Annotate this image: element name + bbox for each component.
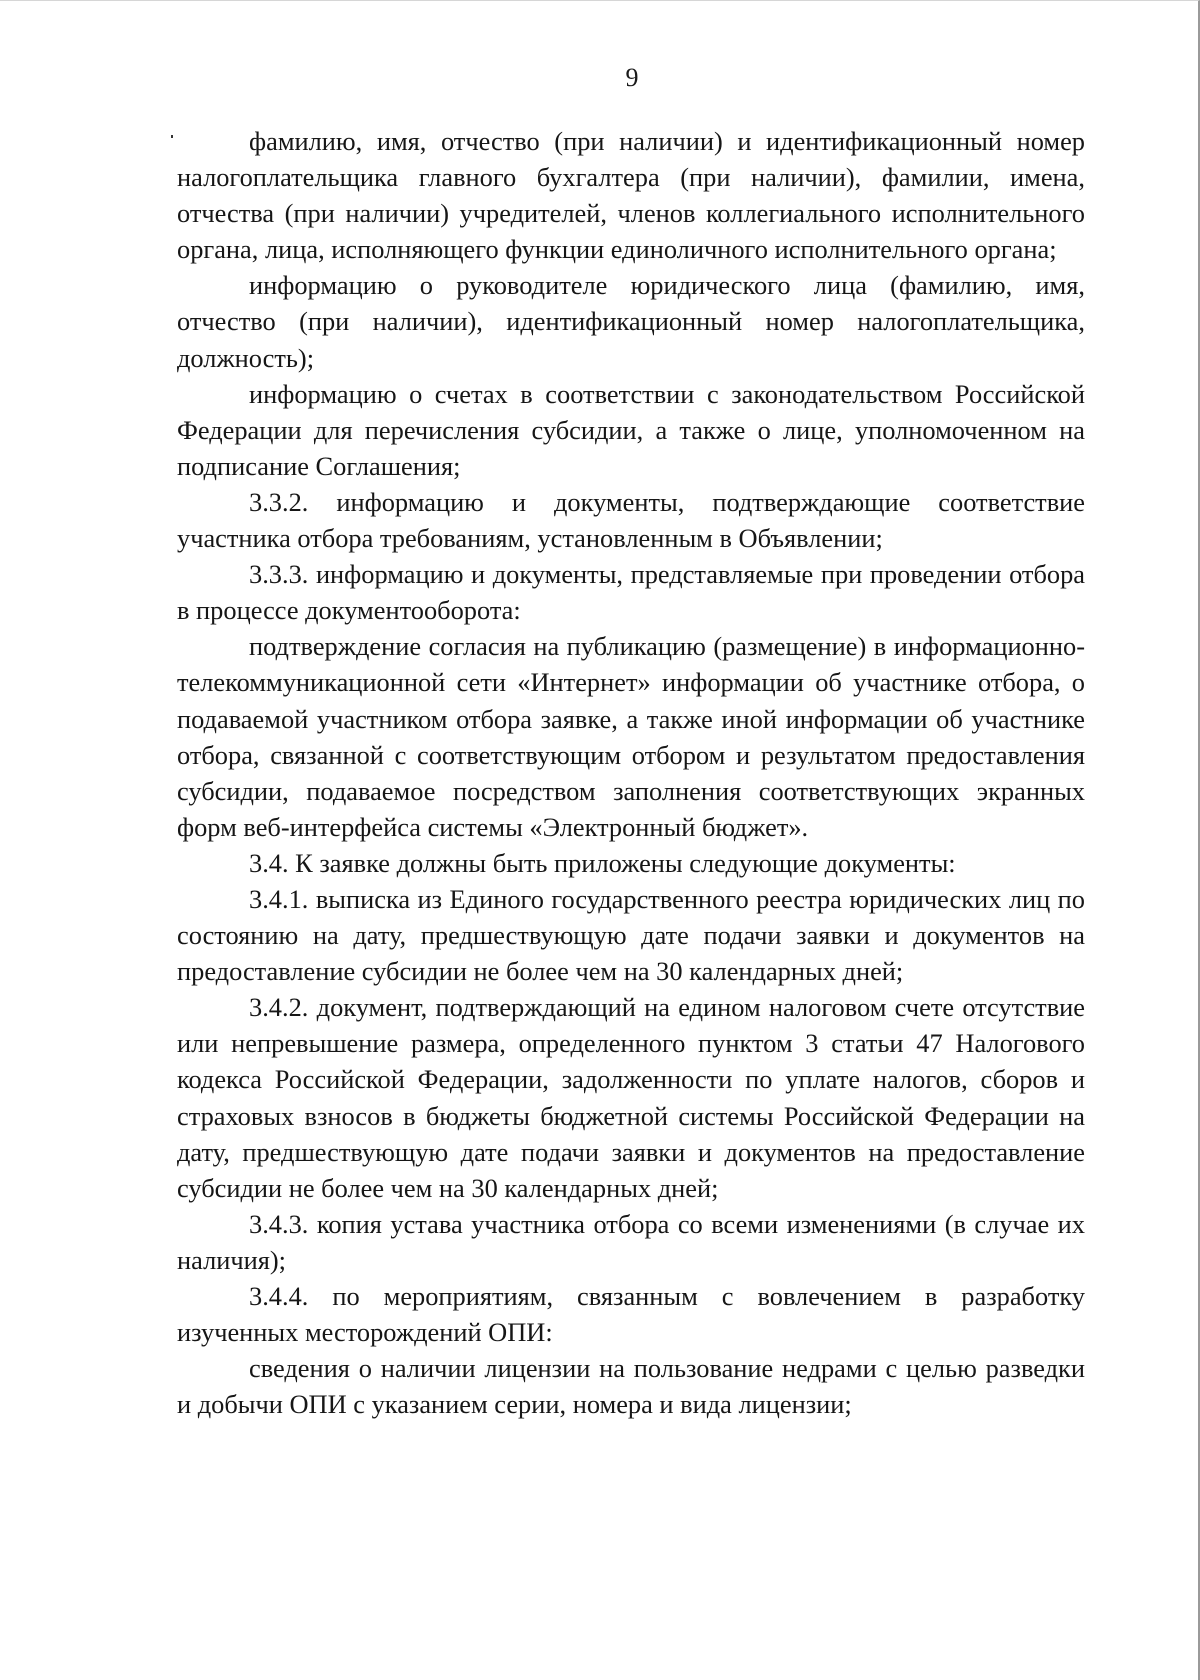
paragraph-3-4-1: 3.4.1. выписка из Единого государственного реестра юридических лиц по состоянию на дату, предшествующую дате подачи заявки и документов на предоставление субсидии не более чем на 30 календарных дней; [177,883,1085,987]
paragraph-3: информацию о счетах в соответствии с законодательством Российской Федерации для перечисления субсидии, а также о лице, уполномоченном на подписание Соглашения; [177,378,1085,481]
paragraph-2: информацию о руководителе юридического лица (фамилию, имя, отчество (при наличии), идентификационный номер налогоплательщика, должность); [177,270,1085,373]
paragraph-license: сведения о наличии лицензии на пользование недрами с целью разведки и добычи ОПИ с указанием серии, номера и вида лицензии; [177,1353,1085,1420]
paragraph-3-4-4: 3.4.4. по мероприятиям, связанным с вовлечением в разработку изученных месторождений ОПИ: [177,1281,1085,1348]
paragraph-3-4-2: 3.4.2. документ, подтверждающий на едином налоговом счете отсутствие или непревышение размера, определенного пунктом 3 статьи 47 Налогового кодекса Российской Федерации, задолженности по уплате налогов, сборов и страховых взносов в бюджеты бюджетной системы Российской Федерации на дату, предшествующую дате подачи заявки и документов на предоставление субсидии не более чем на 30 календарных дней; [177,992,1085,1203]
paragraph-3-3-2: 3.3.2. информацию и документы, подтверждающие соответствие участника отбора требованиям, установленным в Объявлении; [177,486,1085,554]
page-number: 9 [625,63,639,92]
paragraph-3-3-3: 3.3.3. информацию и документы, представляемые при проведении отбора в процессе документооборота: [177,559,1085,626]
paragraph-consent: подтверждение согласия на публикацию (размещение) в информационно-телекоммуникационной сети «Интернет» информации об участнике отбора, о подаваемой участником отбора заявке, а также иной информации об участнике отбора, связанной с соответствующим отбором и результатом предоставления субсидии, подаваемое посредством заполнения соответствующих экранных форм веб-интерфейса системы «Электронный бюджет». [177,631,1085,842]
scan-speck [171,135,173,138]
paragraph-1: фамилию, имя, отчество (при наличии) и идентификационный номер налогоплательщика главного бухгалтера (при наличии), фамилии, имена, отчества (при наличии) учредителей, членов коллегиального исполнительного органа, лица, исполняющего функции единоличного исполнительного органа; [177,126,1085,265]
paragraph-3-4: 3.4. К заявке должны быть приложены следующие документы: [249,847,956,878]
paragraph-3-4-3: 3.4.3. копия устава участника отбора со всеми изменениями (в случае их наличия); [177,1208,1085,1275]
document-body [177,123,1085,1422]
